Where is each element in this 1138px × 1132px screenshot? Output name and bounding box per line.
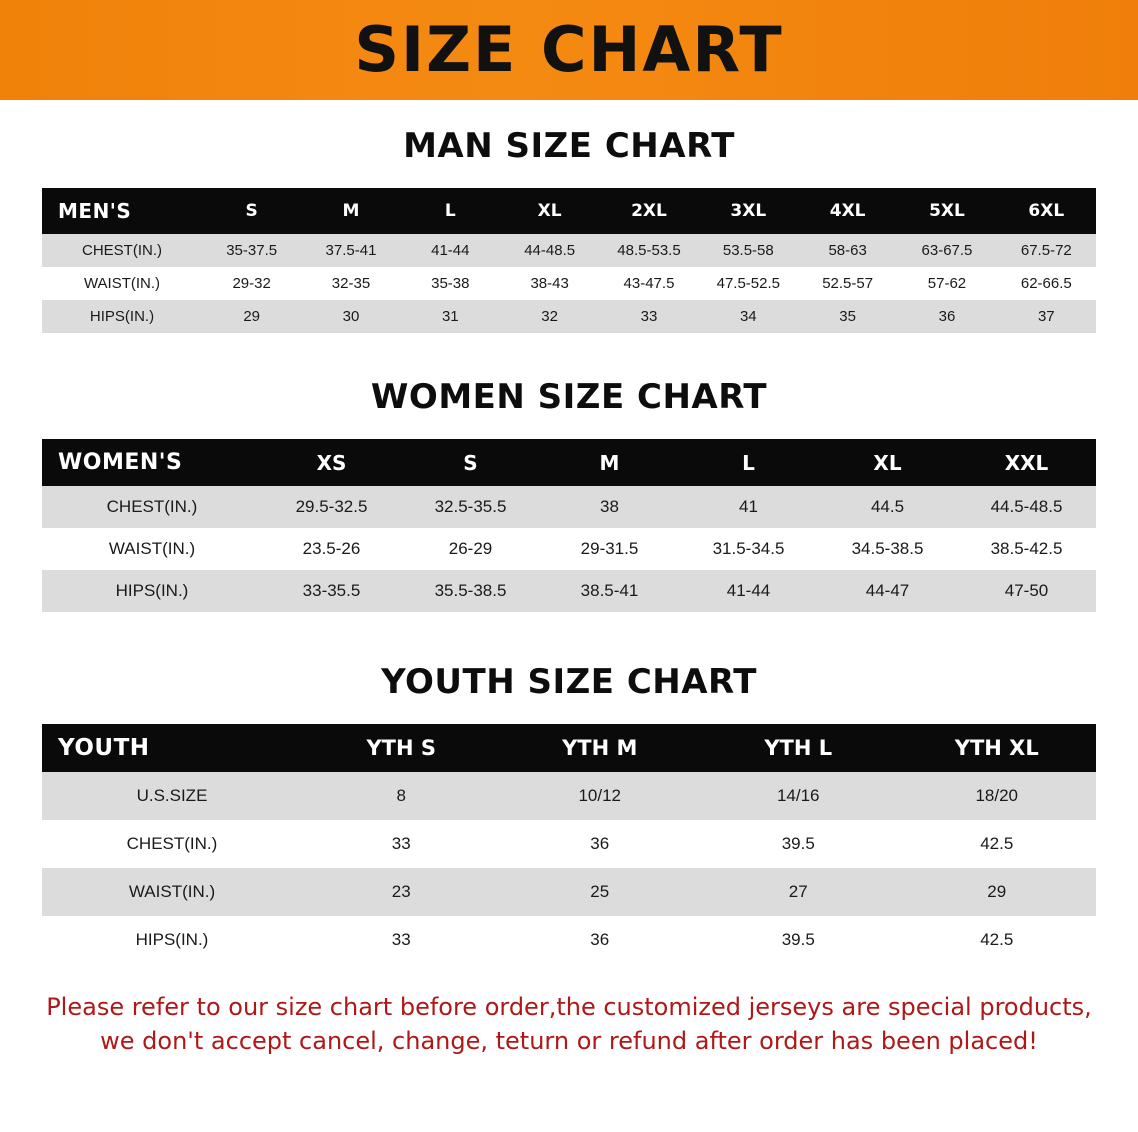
table-row	[42, 486, 1096, 528]
man-header-cell: 6XL	[997, 188, 1096, 234]
table-header-row	[42, 439, 1096, 486]
page-title: SIZE CHART	[354, 13, 784, 86]
women-header-cell: XXL	[957, 439, 1096, 486]
table-row	[42, 300, 1096, 333]
man-section-title: MAN SIZE CHART	[403, 126, 735, 166]
table-cell: 62-66.5	[997, 267, 1096, 300]
row-label: WAIST(IN.)	[42, 267, 202, 300]
table-cell: 38.5-41	[540, 570, 679, 612]
row-label: CHEST(IN.)	[42, 234, 202, 267]
table-cell: 23	[302, 868, 501, 916]
women-size-table	[42, 439, 1096, 612]
table-row	[42, 916, 1096, 964]
table-cell: 35-38	[401, 267, 500, 300]
table-cell: 52.5-57	[798, 267, 897, 300]
man-header-cell: 5XL	[897, 188, 996, 234]
women-header-label: WOMEN'S	[42, 439, 262, 486]
table-cell: 29	[202, 300, 301, 333]
women-header-cell: M	[540, 439, 679, 486]
table-cell: 44.5	[818, 486, 957, 528]
table-cell: 36	[501, 916, 700, 964]
table-cell: 47.5-52.5	[699, 267, 798, 300]
table-cell: 39.5	[699, 916, 898, 964]
table-cell: 44.5-48.5	[957, 486, 1096, 528]
man-header-cell: 4XL	[798, 188, 897, 234]
youth-header-cell: YTH M	[501, 724, 700, 772]
table-cell: 35	[798, 300, 897, 333]
order-policy-note-line1: Please refer to our size chart before order,the customized jerseys are special products,	[46, 993, 1092, 1021]
row-label: CHEST(IN.)	[42, 820, 302, 868]
table-cell: 41-44	[679, 570, 818, 612]
row-label: CHEST(IN.)	[42, 486, 262, 528]
table-cell: 26-29	[401, 528, 540, 570]
table-cell: 37	[997, 300, 1096, 333]
table-row	[42, 868, 1096, 916]
table-cell: 32.5-35.5	[401, 486, 540, 528]
man-header-cell: 2XL	[599, 188, 698, 234]
table-cell: 34	[699, 300, 798, 333]
table-cell: 43-47.5	[599, 267, 698, 300]
table-cell: 36	[501, 820, 700, 868]
man-size-table	[42, 188, 1096, 333]
table-cell: 47-50	[957, 570, 1096, 612]
table-cell: 14/16	[699, 772, 898, 820]
table-cell: 63-67.5	[897, 234, 996, 267]
table-cell: 10/12	[501, 772, 700, 820]
table-cell: 33	[599, 300, 698, 333]
table-row	[42, 772, 1096, 820]
table-cell: 18/20	[898, 772, 1097, 820]
table-cell: 44-48.5	[500, 234, 599, 267]
table-cell: 53.5-58	[699, 234, 798, 267]
table-cell: 38-43	[500, 267, 599, 300]
row-label: HIPS(IN.)	[42, 300, 202, 333]
order-policy-note-line2: we don't accept cancel, change, teturn or refund after order has been placed!	[100, 1027, 1038, 1056]
size-chart-banner	[0, 0, 1138, 100]
women-header-cell: XL	[818, 439, 957, 486]
table-cell: 29-32	[202, 267, 301, 300]
table-cell: 42.5	[898, 916, 1097, 964]
man-header-cell: 3XL	[699, 188, 798, 234]
table-cell: 32	[500, 300, 599, 333]
row-label: U.S.SIZE	[42, 772, 302, 820]
women-section-title: WOMEN SIZE CHART	[370, 377, 768, 417]
youth-size-table-wrap	[42, 724, 1096, 964]
table-header-row	[42, 724, 1096, 772]
row-label: WAIST(IN.)	[42, 868, 302, 916]
table-row	[42, 528, 1096, 570]
table-cell: 42.5	[898, 820, 1097, 868]
table-row	[42, 267, 1096, 300]
table-cell: 58-63	[798, 234, 897, 267]
table-cell: 67.5-72	[997, 234, 1096, 267]
table-cell: 33-35.5	[262, 570, 401, 612]
table-row	[42, 234, 1096, 267]
table-cell: 8	[302, 772, 501, 820]
youth-header-cell: YTH S	[302, 724, 501, 772]
man-header-cell: M	[301, 188, 400, 234]
table-cell: 44-47	[818, 570, 957, 612]
table-cell: 32-35	[301, 267, 400, 300]
table-header-row	[42, 188, 1096, 234]
man-header-cell: L	[401, 188, 500, 234]
table-cell: 30	[301, 300, 400, 333]
women-size-table-wrap	[42, 439, 1096, 612]
youth-size-table	[42, 724, 1096, 964]
table-row	[42, 820, 1096, 868]
table-cell: 33	[302, 820, 501, 868]
man-header-cell: S	[202, 188, 301, 234]
table-cell: 29	[898, 868, 1097, 916]
table-cell: 38	[540, 486, 679, 528]
man-header-label: MEN'S	[42, 188, 202, 234]
table-cell: 36	[897, 300, 996, 333]
row-label: WAIST(IN.)	[42, 528, 262, 570]
women-header-cell: S	[401, 439, 540, 486]
table-cell: 37.5-41	[301, 234, 400, 267]
youth-header-cell: YTH XL	[898, 724, 1097, 772]
table-cell: 35.5-38.5	[401, 570, 540, 612]
table-cell: 33	[302, 916, 501, 964]
man-size-table-wrap	[42, 188, 1096, 333]
table-row	[42, 570, 1096, 612]
table-cell: 41	[679, 486, 818, 528]
table-cell: 31	[401, 300, 500, 333]
women-header-cell: L	[679, 439, 818, 486]
table-cell: 27	[699, 868, 898, 916]
table-cell: 57-62	[897, 267, 996, 300]
youth-header-label: YOUTH	[42, 724, 302, 772]
table-cell: 23.5-26	[262, 528, 401, 570]
row-label: HIPS(IN.)	[42, 916, 302, 964]
table-cell: 29.5-32.5	[262, 486, 401, 528]
women-header-cell: XS	[262, 439, 401, 486]
table-cell: 39.5	[699, 820, 898, 868]
table-cell: 48.5-53.5	[599, 234, 698, 267]
table-cell: 35-37.5	[202, 234, 301, 267]
table-cell: 25	[501, 868, 700, 916]
table-cell: 34.5-38.5	[818, 528, 957, 570]
table-cell: 31.5-34.5	[679, 528, 818, 570]
table-cell: 29-31.5	[540, 528, 679, 570]
table-cell: 38.5-42.5	[957, 528, 1096, 570]
youth-header-cell: YTH L	[699, 724, 898, 772]
table-cell: 41-44	[401, 234, 500, 267]
youth-section-title: YOUTH SIZE CHART	[381, 662, 757, 702]
man-header-cell: XL	[500, 188, 599, 234]
order-policy-note	[44, 990, 1094, 1058]
row-label: HIPS(IN.)	[42, 570, 262, 612]
